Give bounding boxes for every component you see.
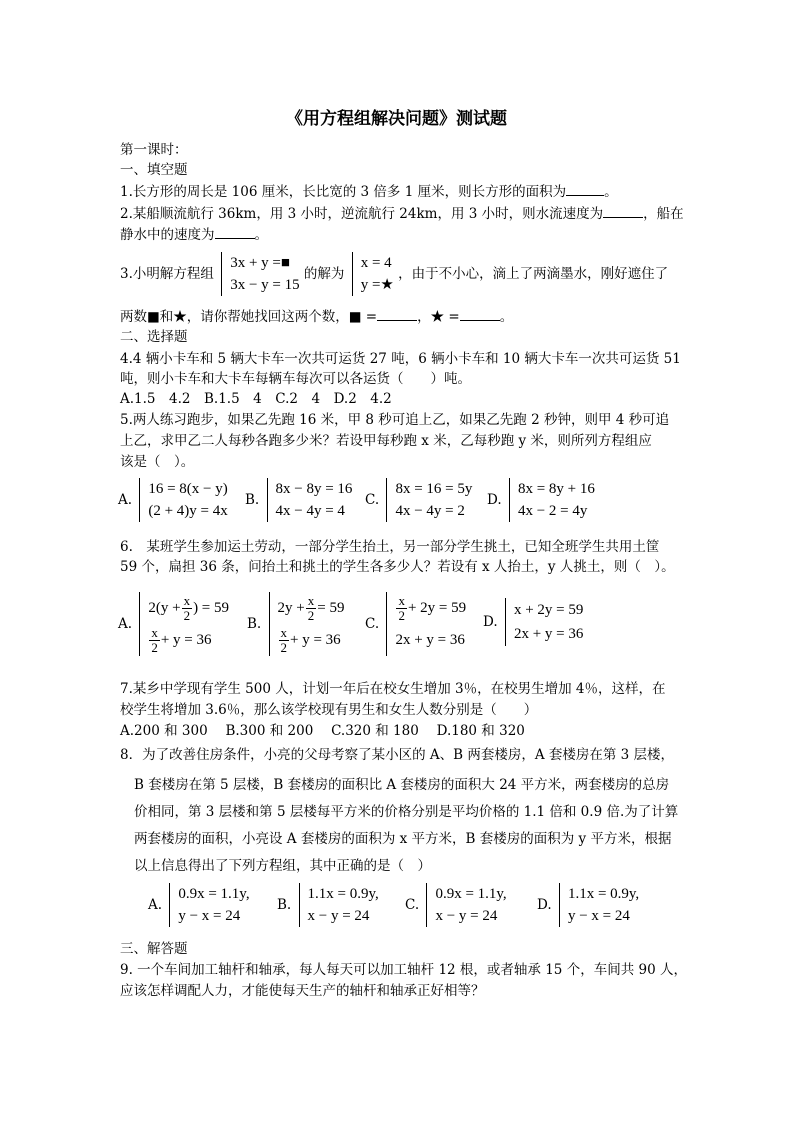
equation: (2 + 4)y = 4x bbox=[148, 503, 228, 519]
question-6-option-d bbox=[483, 598, 583, 646]
eq-part: + y = 36 bbox=[290, 632, 341, 648]
equation: 8x = 16 = 5y bbox=[395, 481, 473, 497]
option-label: A. bbox=[118, 616, 133, 632]
question-6-line-2: 59 个，扁担 36 条，问抬土和挑土的学生各多少人？若设有 x 人抬土，y 人挑土，则（ ）。 bbox=[120, 559, 675, 575]
option-label: D. bbox=[483, 614, 498, 630]
eq-part: 2y + bbox=[277, 600, 305, 616]
equation: 8x = 8y + 16 bbox=[517, 481, 595, 497]
equation: 2x + y = 36 bbox=[395, 632, 465, 648]
equation: 4x − 2 = 4y bbox=[517, 503, 588, 519]
equation: y − x = 24 bbox=[567, 908, 630, 924]
question-3-line-2 bbox=[120, 306, 513, 326]
question-8-option-a bbox=[148, 883, 250, 927]
question-7-line-2: 校学生将增加 3.6％，那么该学校现有男生和女生人数分别是（ ） bbox=[120, 702, 538, 718]
equation: 16 = 8(x − y) bbox=[148, 481, 228, 497]
equation: 4x − 4y = 4 bbox=[275, 503, 345, 519]
question-8-option-c bbox=[405, 883, 507, 927]
page-title: 《用方程组解决问题》测试题 bbox=[286, 109, 507, 129]
equation: x + 2y = 59 bbox=[513, 602, 584, 618]
fraction-numerator: x bbox=[280, 625, 288, 641]
option-label: B. bbox=[245, 492, 260, 508]
equation bbox=[148, 624, 229, 656]
answer-blank[interactable] bbox=[603, 203, 643, 218]
question-4-line-1: 4.4 辆小卡车和 5 辆大卡车一次共可运货 27 吨，6 辆小卡车和 10 辆大卡车一次共可运货 51 bbox=[120, 351, 681, 367]
section-solve-heading: 三、解答题 bbox=[120, 941, 188, 957]
option-label: D. bbox=[487, 492, 502, 508]
answer-blank[interactable] bbox=[566, 181, 604, 196]
equation: 2x + y = 36 bbox=[513, 626, 584, 642]
eq-part: = 59 bbox=[317, 600, 345, 616]
equation: 0.9x = 1.1y, bbox=[178, 886, 250, 902]
equation-system bbox=[218, 252, 299, 296]
question-9-line-1: 9. 一个车间加工轴杆和轴承，每人每天可以加工轴杆 12 根，或者轴承 15 个，车间共 90 人， bbox=[120, 962, 687, 978]
fraction-numerator: x bbox=[151, 625, 158, 641]
eq-part: 2(y + bbox=[148, 600, 181, 616]
equation: 1.1x = 0.9y, bbox=[307, 886, 379, 902]
equation bbox=[278, 624, 345, 656]
eq-part: + y = 36 bbox=[160, 632, 212, 648]
lesson-label: 第一课时： bbox=[120, 142, 188, 158]
question-5-line-3: 该是（ ）。 bbox=[120, 454, 195, 470]
question-2-text-end: ，船在 bbox=[643, 206, 684, 222]
question-3-line-1 bbox=[120, 252, 668, 296]
question-5-option-c bbox=[365, 478, 472, 522]
section-choice-heading: 二、选择题 bbox=[120, 329, 188, 345]
equation: y =★ bbox=[360, 277, 394, 293]
question-6-line-1: 6. 某班学生参加运土劳动，一部分学生抬土，另一部分学生挑土，已知全班学生共用土筐 bbox=[120, 539, 660, 555]
question-3-suffix: ，由于不小心，滴上了两滴墨水，刚好遮住了 bbox=[398, 266, 669, 282]
question-9-line-2: 应该怎样调配人力，才能使每天生产的轴杆和轴承正好相等？ bbox=[120, 983, 485, 999]
question-5-line-1: 5.两人练习跑步，如果乙先跑 16 米，甲 8 秒可追上乙，如果乙先跑 2 秒钟，则甲 4 秒可追 bbox=[120, 412, 670, 428]
equation: 8x − 8y = 16 bbox=[275, 481, 353, 497]
question-6-option-c bbox=[365, 592, 466, 656]
question-8-line-2: B 套楼房在第 5 层楼，B 套楼房的面积比 A 套楼房的面积大 24 平方米，两套楼房的总房 bbox=[134, 777, 670, 793]
answer-blank[interactable] bbox=[460, 306, 500, 321]
equation: 4x − 4y = 2 bbox=[395, 503, 465, 519]
question-8-line-5: 以上信息得出了下列方程组，其中正确的是（ ） bbox=[134, 858, 431, 874]
fraction-numerator: x bbox=[307, 593, 315, 609]
eq-part: + 2y = 59 bbox=[407, 600, 467, 616]
question-8-line-1: 8．为了改善住房条件，小亮的父母考察了某小区的 A、B 两套楼房，A 套楼房在第 3 层楼， bbox=[120, 747, 675, 763]
option-label: C. bbox=[405, 897, 420, 913]
question-2-text: 2.某船顺流航行 36km，用 3 小时，逆流航行 24km，用 3 小时，则水流速度为 bbox=[120, 206, 604, 222]
equation bbox=[278, 592, 345, 624]
fraction-denominator: 2 bbox=[183, 608, 191, 624]
equation: 1.1x = 0.9y, bbox=[567, 886, 640, 902]
question-3-mid: 的解为 bbox=[303, 266, 345, 282]
answer-blank[interactable] bbox=[215, 224, 255, 239]
solution-system bbox=[349, 252, 394, 296]
fraction-denominator: 2 bbox=[280, 640, 288, 656]
question-6-option-a bbox=[118, 592, 229, 656]
question-7-line-1: 7.某乡中学现有学生 500 人，计划一年后在校女生增加 3％，在校男生增加 4％，这样，在 bbox=[120, 681, 666, 697]
fraction-numerator: x bbox=[183, 593, 191, 609]
equation: 3x − y = 15 bbox=[230, 277, 300, 293]
eq-part: ) = 59 bbox=[193, 600, 230, 616]
option-label: C. bbox=[365, 492, 380, 508]
option-label: A. bbox=[148, 897, 163, 913]
option-label: C. bbox=[365, 616, 380, 632]
question-2-line-2-text: 静水中的速度为 bbox=[120, 227, 215, 243]
question-1 bbox=[120, 181, 618, 201]
question-5-option-b bbox=[245, 478, 352, 522]
question-2-line-2-end: 。 bbox=[254, 227, 268, 243]
option-label: A. bbox=[118, 492, 133, 508]
question-3-line-2-mid: ，★ = bbox=[417, 309, 460, 325]
question-8-line-3: 价相同，第 3 层楼和第 5 层楼每平方米的价格分别是平均价格的 1.1 倍和 0.9 倍.为了计算 bbox=[134, 804, 679, 820]
section-fill-heading: 一、填空题 bbox=[120, 162, 188, 178]
question-4-options: A.1.5 4.2 B.1.5 4 C.2 4 D.2 4.2 bbox=[120, 391, 392, 407]
option-label: B. bbox=[277, 897, 292, 913]
question-1-end: 。 bbox=[604, 184, 618, 200]
question-3-prefix: 3.小明解方程组 bbox=[120, 266, 214, 282]
equation: x − y = 24 bbox=[307, 908, 370, 924]
question-8-option-d bbox=[537, 883, 639, 927]
option-label: D. bbox=[537, 897, 552, 913]
question-3-line-2-end: 。 bbox=[499, 309, 514, 325]
question-5-line-2: 上乙，求甲乙二人每秒各跑多少米？若设甲每秒跑 x 米，乙每秒跑 y 米，则所列方程组应 bbox=[120, 433, 652, 449]
question-3-line-2-text: 两数■和★，请你帮她找回这两个数，■ = bbox=[120, 309, 378, 325]
question-1-text: 1.长方形的周长是 106 厘米，长比宽的 3 倍多 1 厘米，则长方形的面积为 bbox=[120, 184, 567, 200]
equation bbox=[395, 592, 466, 624]
question-2-line-2 bbox=[120, 224, 268, 244]
question-8-line-4: 两套楼房的面积，小亮设 A 套楼房的面积为 x 平方米，B 套楼房的面积为 y 平方米，根据 bbox=[134, 831, 672, 847]
question-7-options: A.200 和 300 B.300 和 200 C.320 和 180 D.180 和 320 bbox=[120, 723, 525, 739]
question-2-line-1 bbox=[120, 203, 684, 223]
equation: x = 4 bbox=[360, 255, 392, 271]
fraction-denominator: 2 bbox=[398, 608, 405, 624]
equation: x − y = 24 bbox=[435, 908, 498, 924]
option-label: B. bbox=[247, 616, 262, 632]
question-8-option-b bbox=[277, 883, 379, 927]
answer-blank[interactable] bbox=[377, 306, 417, 321]
fraction-numerator: x bbox=[398, 593, 405, 609]
equation: 3x + y =■ bbox=[230, 255, 290, 271]
equation: 0.9x = 1.1y, bbox=[435, 886, 507, 902]
fraction-denominator: 2 bbox=[307, 608, 315, 624]
fraction-denominator: 2 bbox=[151, 640, 158, 656]
equation bbox=[148, 592, 229, 624]
equation: y − x = 24 bbox=[178, 908, 241, 924]
question-4-line-2: 吨，则小卡车和大卡车每辆车每次可以各运货（ ）吨。 bbox=[120, 371, 471, 387]
question-5-option-d bbox=[487, 478, 595, 522]
question-5-option-a bbox=[118, 478, 228, 522]
question-6-option-b bbox=[247, 592, 344, 656]
